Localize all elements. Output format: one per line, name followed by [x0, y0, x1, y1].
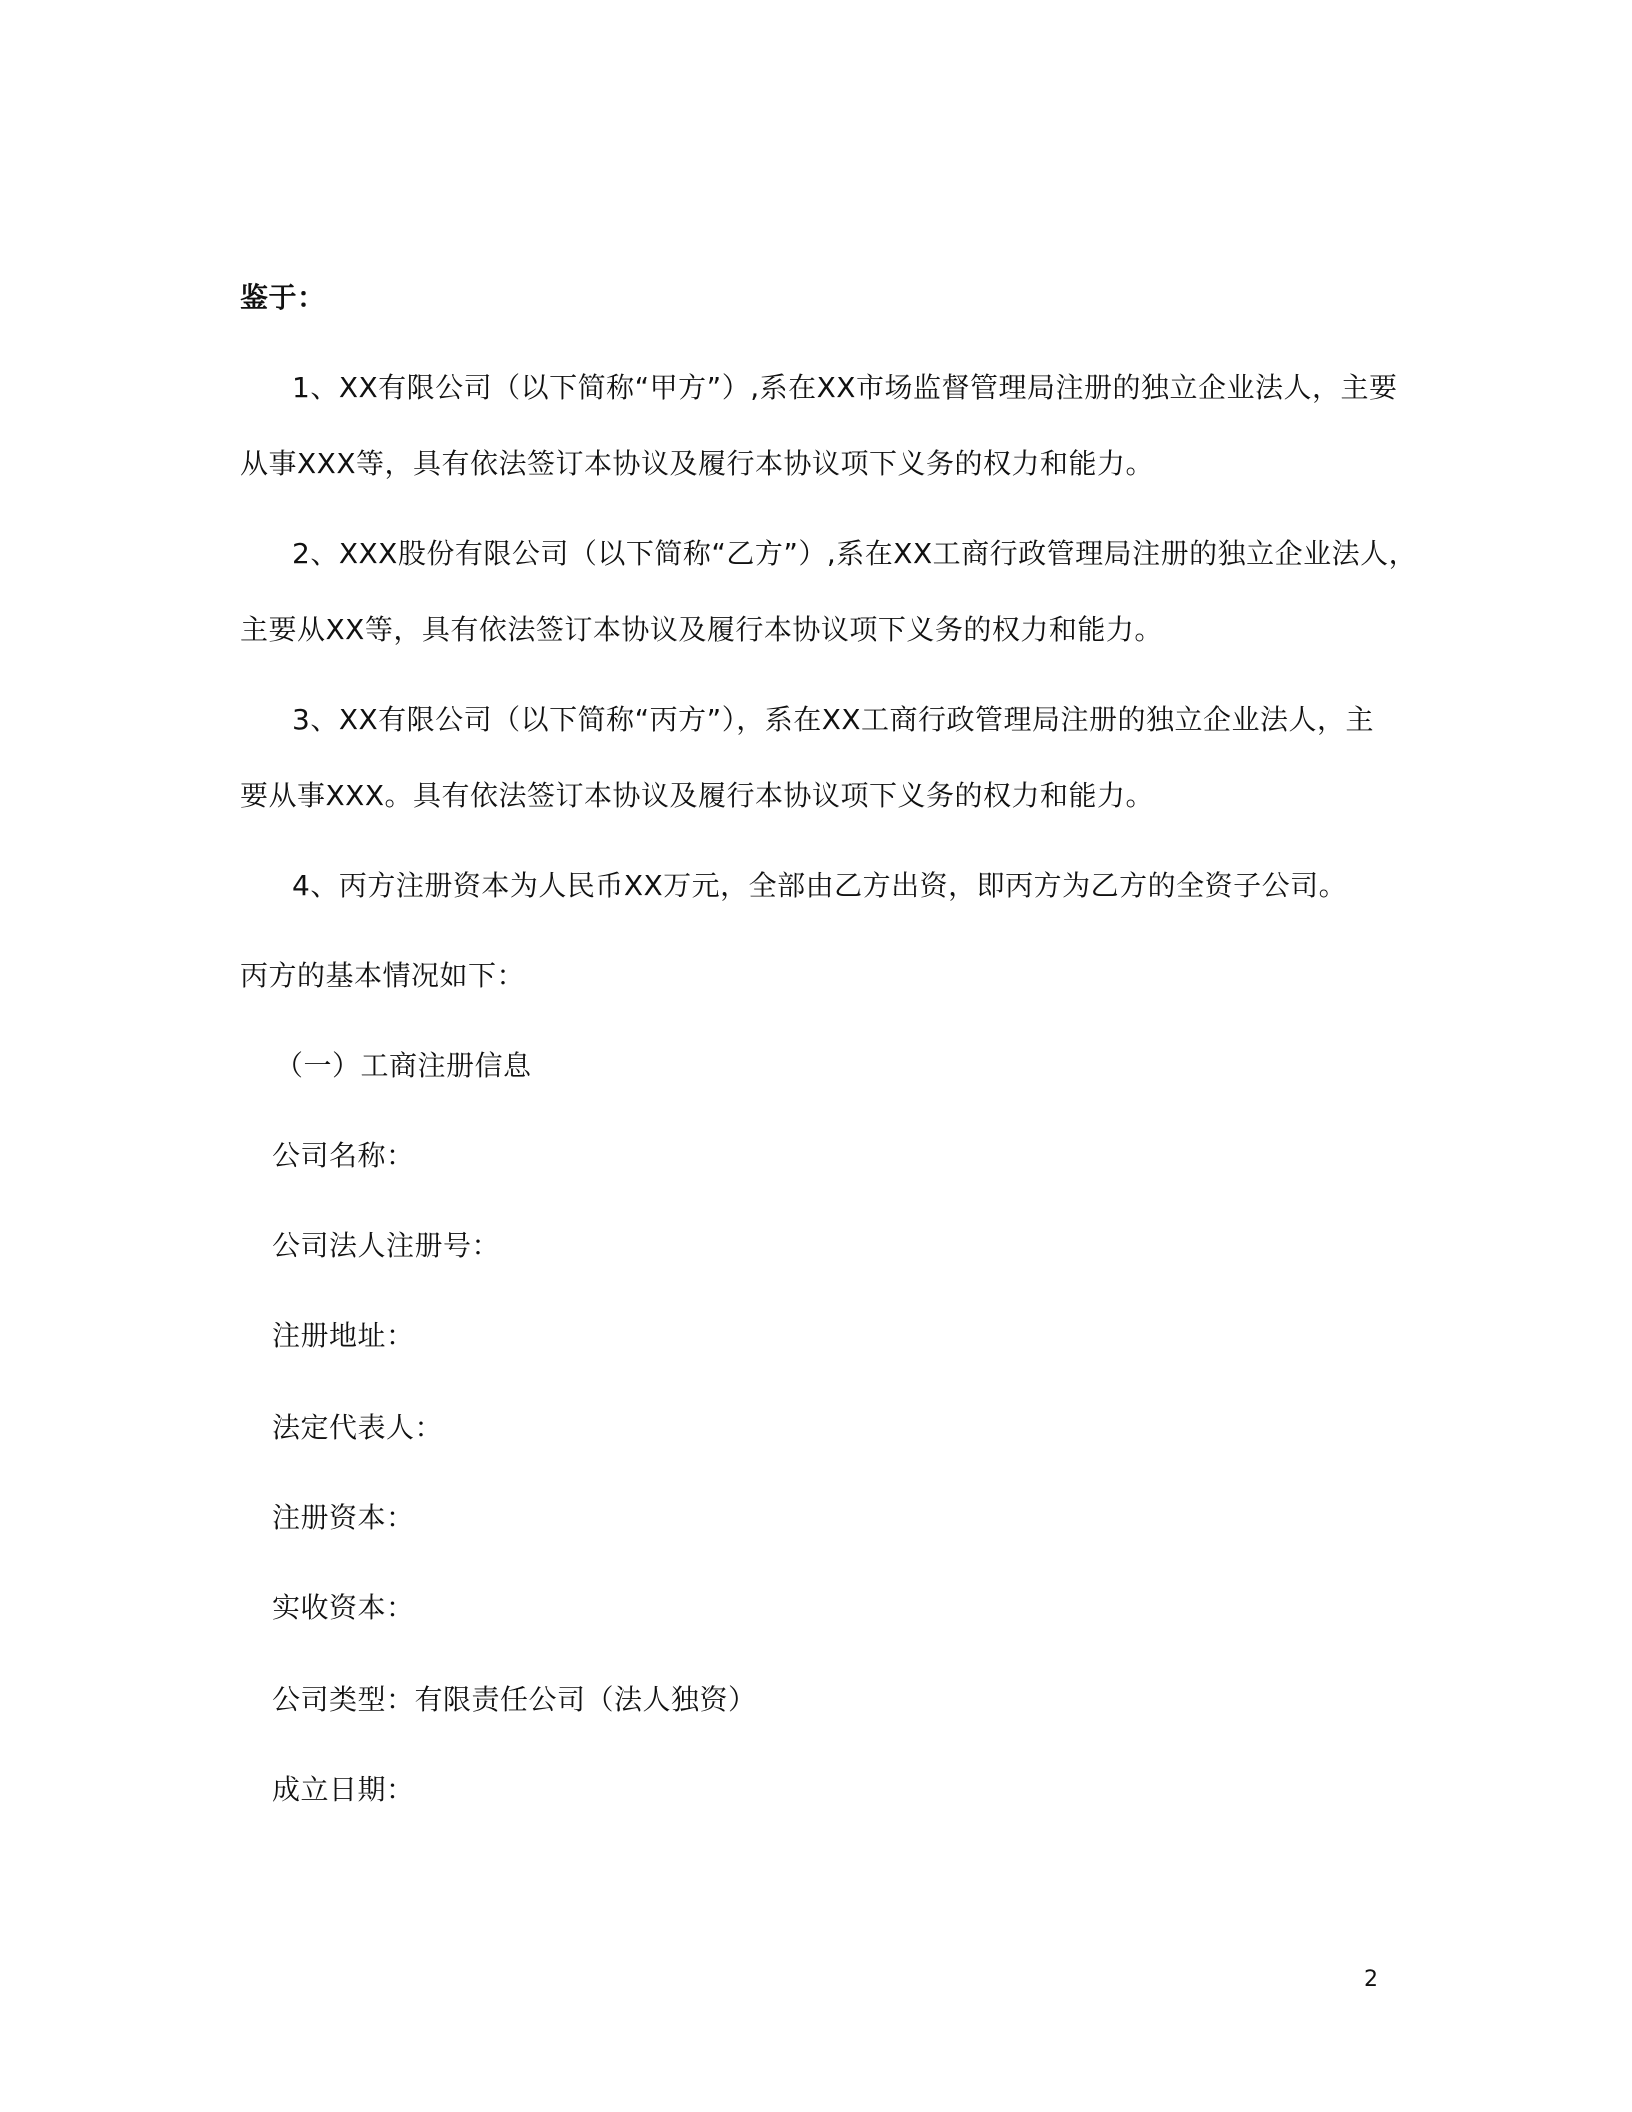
field-registered-capital: 注册资本： — [272, 1501, 415, 1534]
field-registered-address: 注册地址： — [272, 1319, 415, 1352]
field-establishment-date: 成立日期： — [272, 1773, 415, 1806]
recital-2-line-2: 主要从XX等，具有依法签订本协议及履行本协议项下义务的权力和能力。 — [240, 613, 1163, 646]
field-legal-representative: 法定代表人： — [272, 1411, 444, 1444]
recital-3-line-1: 3、XX有限公司（以下简称“丙方”），系在XX工商行政管理局注册的独立企业法人，主 — [292, 703, 1375, 736]
recital-4-line-1: 4、丙方注册资本为人民币XX万元，全部由乙方出资，即丙方为乙方的全资子公司。 — [292, 869, 1348, 902]
recital-2-line-1: 2、XXX股份有限公司（以下简称“乙方”）,系在XX工商行政管理局注册的独立企业法人， — [292, 537, 1418, 570]
recital-1-line-1: 1、XX有限公司（以下简称“甲方”）,系在XX市场监督管理局注册的独立企业法人，主要 — [292, 371, 1398, 404]
field-paid-in-capital: 实收资本： — [272, 1591, 415, 1624]
basic-info-intro: 丙方的基本情况如下： — [240, 959, 526, 992]
heading-whereas: 鉴于： — [240, 281, 326, 314]
section-title-registration: （一）工商注册信息 — [275, 1049, 532, 1082]
field-company-name: 公司名称： — [272, 1139, 415, 1172]
page-number: 2 — [1364, 1967, 1378, 1992]
field-registration-number: 公司法人注册号： — [272, 1229, 501, 1262]
recital-1-line-2: 从事XXX等，具有依法签订本协议及履行本协议项下义务的权力和能力。 — [240, 447, 1155, 480]
recital-3-line-2: 要从事XXX。具有依法签订本协议及履行本协议项下义务的权力和能力。 — [240, 779, 1155, 812]
field-company-type: 公司类型：有限责任公司（法人独资） — [272, 1683, 757, 1716]
